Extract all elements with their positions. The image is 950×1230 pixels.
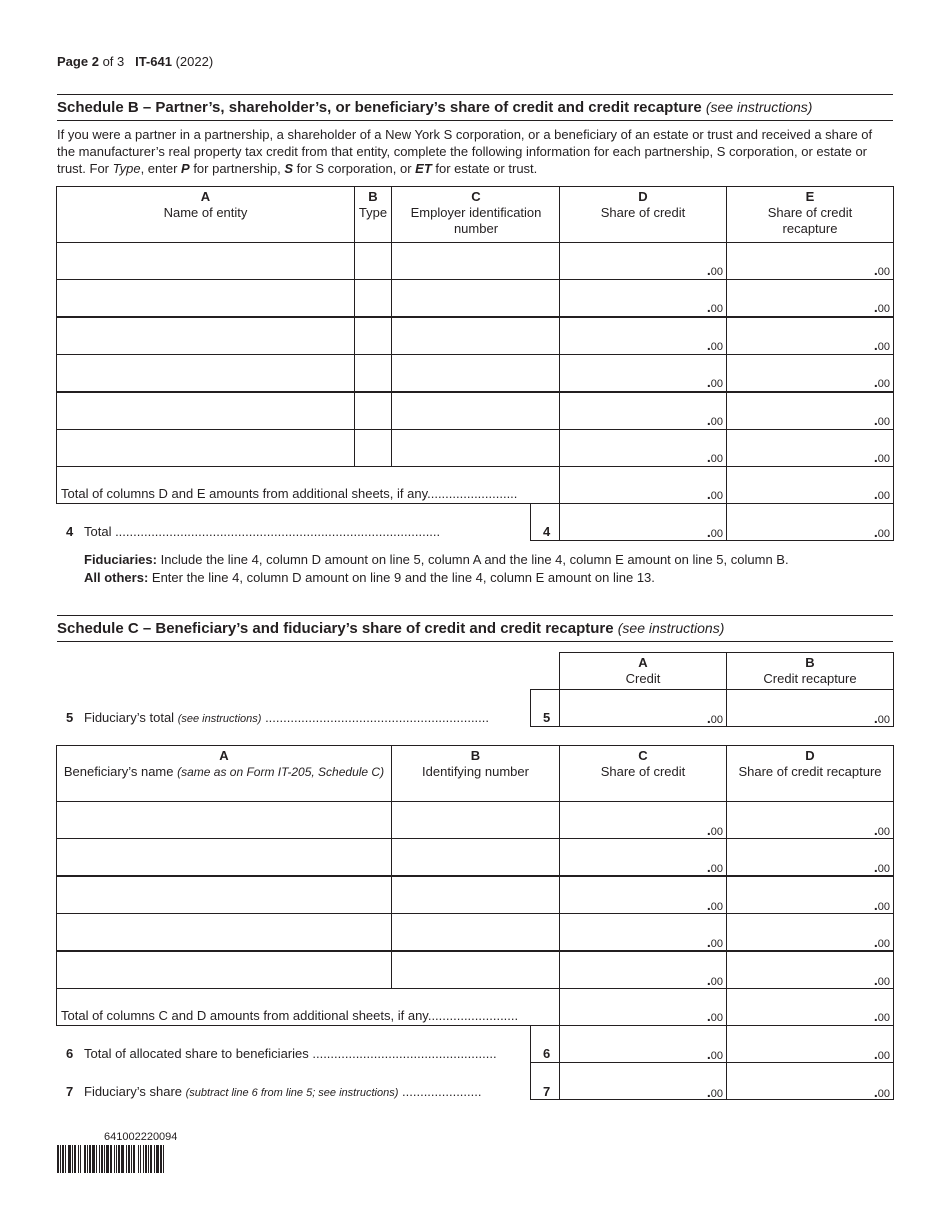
schedule-b-intro — [57, 126, 893, 177]
barcode-bar — [154, 1145, 155, 1173]
barcode-bar — [106, 1145, 109, 1173]
fiduciaries-note — [84, 551, 789, 569]
line-4-number: 4 — [66, 524, 74, 539]
barcode-bar — [57, 1145, 59, 1173]
page-label: Page — [57, 54, 89, 69]
barcode-bar — [150, 1145, 152, 1173]
all-others-note — [84, 569, 655, 587]
page-of: of 3 — [102, 54, 125, 69]
schedule-b-title-text: Schedule B – Partner’s, shareholder’s, or beneficiary’s share of credit and credit recapture — [57, 99, 702, 116]
col-letter: C — [638, 748, 648, 763]
cents-label: .00 — [706, 859, 723, 875]
barcode-bar — [78, 1145, 79, 1173]
cents-label: .00 — [706, 1084, 723, 1100]
schedB-type-input[interactable] — [354, 242, 392, 280]
cents-label: .00 — [873, 859, 890, 875]
barcode-image — [57, 1145, 239, 1173]
cents-label: .00 — [706, 337, 723, 353]
schedB-colC-heading — [396, 189, 556, 237]
cents-label: .00 — [873, 897, 890, 913]
schedC-beneficiary-name-input[interactable] — [56, 913, 392, 951]
cents-label: .00 — [873, 486, 890, 502]
cents-label: .00 — [706, 412, 723, 428]
barcode-bar — [68, 1145, 71, 1173]
intro-et: ET — [415, 161, 432, 176]
col-label: Employer identification number — [410, 205, 542, 236]
barcode-bar — [143, 1145, 144, 1173]
intro-p: P — [181, 161, 190, 176]
cents-label: .00 — [706, 822, 723, 838]
cents-label: .00 — [873, 262, 890, 278]
schedC-beneficiary-name-input[interactable] — [56, 838, 392, 876]
schedule-b-title — [57, 94, 893, 121]
intro-s: S — [284, 161, 294, 176]
barcode-bar — [84, 1145, 86, 1173]
schedB-type-input[interactable] — [354, 279, 392, 317]
schedB-additional-label: Total of columns D and E amounts from additional sheets, if any......................... — [61, 486, 518, 501]
barcode-bar — [138, 1145, 139, 1173]
schedC-colD-heading — [726, 748, 894, 780]
line-5-box-number: 5 — [543, 710, 551, 725]
schedule-c-title-text: Schedule C – Beneficiary’s and fiduciary’s share of credit and credit recapture — [57, 620, 614, 637]
schedB-colE-heading — [755, 189, 865, 237]
page-header — [57, 54, 213, 69]
schedB-ein-input[interactable] — [391, 429, 560, 467]
col-label: Type — [358, 205, 388, 220]
note-bold: All others: — [84, 570, 149, 585]
cents-label: .00 — [706, 299, 723, 315]
schedC-colC-heading — [559, 748, 727, 780]
barcode-bar — [140, 1145, 141, 1173]
schedC-colB-heading — [391, 748, 560, 780]
cents-label: .00 — [873, 374, 890, 390]
cents-label: .00 — [873, 449, 890, 465]
barcode-bar — [110, 1145, 112, 1173]
schedC-colA-heading — [56, 748, 392, 780]
intro-text-5: for estate or trust. — [431, 161, 538, 176]
schedB-type-input[interactable] — [354, 392, 392, 430]
schedB-entity-name-input[interactable] — [56, 279, 355, 317]
line-6-number: 6 — [66, 1046, 74, 1061]
col-letter: A — [200, 189, 211, 204]
schedB-ein-input[interactable] — [391, 242, 560, 280]
barcode-bar — [163, 1145, 164, 1173]
line-6-label: Total of allocated share to beneficiaries ................................................... — [84, 1046, 497, 1061]
schedB-type-input[interactable] — [354, 317, 392, 355]
schedB-ein-input[interactable] — [391, 317, 560, 355]
cents-label: .00 — [706, 449, 723, 465]
line-7-label: Fiduciary’s share (subtract line 6 from line 5; see instructions) ...................... — [84, 1084, 482, 1099]
barcode-bar — [65, 1145, 66, 1173]
schedC-identifying-number-input[interactable] — [391, 951, 560, 989]
schedC-topB-heading — [726, 655, 894, 687]
barcode-bar — [89, 1145, 91, 1173]
col-label: Credit recapture — [763, 671, 857, 686]
barcode-bar — [118, 1145, 120, 1173]
schedB-entity-name-input[interactable] — [56, 242, 355, 280]
col-note: (same as on Form IT-205, Schedule C) — [177, 765, 385, 779]
col-letter: E — [805, 189, 815, 204]
cents-label: .00 — [873, 934, 890, 950]
cents-label: .00 — [706, 1008, 723, 1024]
schedB-entity-name-input[interactable] — [56, 354, 355, 392]
barcode-bar — [99, 1145, 100, 1173]
barcode-bar — [121, 1145, 124, 1173]
barcode-bar — [101, 1145, 103, 1173]
barcode-bar — [148, 1145, 149, 1173]
cents-label: .00 — [873, 337, 890, 353]
line-5-label: Fiduciary’s total (see instructions) .............................................................. — [84, 710, 489, 725]
note-text: Enter the line 4, column D amount on line 9 and the line 4, column E amount on line 13. — [148, 570, 655, 585]
barcode-bar — [62, 1145, 64, 1173]
col-label: Share of credit recapture — [738, 764, 882, 779]
barcode-bar — [87, 1145, 88, 1173]
schedC-identifying-number-input[interactable] — [391, 801, 560, 839]
cents-label: .00 — [706, 710, 723, 726]
schedC-identifying-number-input[interactable] — [391, 838, 560, 876]
barcode-bar — [160, 1145, 162, 1173]
col-label: Credit — [625, 671, 661, 686]
barcode-bar — [128, 1145, 130, 1173]
line-4-label: Total .......................................................................................... — [84, 524, 441, 539]
cents-label: .00 — [873, 710, 890, 726]
cents-label: .00 — [706, 374, 723, 390]
col-letter: B — [470, 748, 481, 763]
cents-label: .00 — [873, 412, 890, 428]
schedB-type-input[interactable] — [354, 429, 392, 467]
schedC-beneficiary-name-input[interactable] — [56, 951, 392, 989]
barcode-bar — [104, 1145, 105, 1173]
cents-label: .00 — [706, 1046, 723, 1062]
col-letter: B — [805, 655, 815, 670]
col-letter: B — [368, 189, 378, 204]
cents-label: .00 — [873, 1084, 890, 1100]
col-label: Share of credit — [600, 205, 686, 220]
schedB-entity-name-input[interactable] — [56, 392, 355, 430]
col-label: Beneficiary’s name — [63, 764, 174, 779]
cents-label: .00 — [873, 524, 890, 540]
intro-type: Type — [112, 161, 141, 176]
schedB-ein-input[interactable] — [391, 392, 560, 430]
col-letter: A — [219, 748, 229, 763]
schedC-topA-heading — [559, 655, 727, 687]
schedC-additional-label: Total of columns C and D amounts from additional sheets, if any......................... — [61, 1008, 519, 1023]
cents-label: .00 — [706, 897, 723, 913]
col-letter: C — [471, 189, 481, 204]
intro-text-2: , enter — [140, 161, 182, 176]
schedB-ein-input[interactable] — [391, 354, 560, 392]
intro-text-4: for S corporation, or — [293, 161, 416, 176]
schedB-colA-heading — [56, 189, 355, 221]
cents-label: .00 — [873, 1046, 890, 1062]
col-letter: A — [638, 655, 648, 670]
barcode-bar — [126, 1145, 127, 1173]
barcode-bar — [145, 1145, 147, 1173]
schedB-entity-name-input[interactable] — [56, 317, 355, 355]
barcode-bar — [92, 1145, 95, 1173]
cents-label: .00 — [706, 934, 723, 950]
cents-label: .00 — [706, 486, 723, 502]
barcode-number: 641002220094 — [104, 1131, 178, 1143]
line-5-number: 5 — [66, 710, 74, 725]
barcode-bar — [131, 1145, 132, 1173]
line-4-box-number: 4 — [543, 524, 551, 539]
form-number: IT-641 — [135, 54, 172, 69]
cents-label: .00 — [873, 299, 890, 315]
schedB-type-input[interactable] — [354, 354, 392, 392]
col-letter: D — [638, 189, 648, 204]
barcode-bar — [60, 1145, 61, 1173]
schedB-colB-heading — [354, 189, 392, 221]
cents-label: .00 — [706, 262, 723, 278]
barcode-bar — [72, 1145, 73, 1173]
cents-label: .00 — [873, 1008, 890, 1024]
schedC-beneficiary-name-input[interactable] — [56, 876, 392, 914]
barcode-bar — [80, 1145, 81, 1173]
barcode-bar — [133, 1145, 135, 1173]
cents-label: .00 — [706, 972, 723, 988]
page-number: 2 — [91, 54, 99, 69]
schedC-identifying-number-input[interactable] — [391, 913, 560, 951]
barcode-bar — [74, 1145, 76, 1173]
col-label: Share of credit recapture — [767, 205, 853, 236]
barcode-bar — [96, 1145, 97, 1173]
col-label: Name of entity — [163, 205, 248, 220]
barcode-bar — [156, 1145, 159, 1173]
line-7-number: 7 — [66, 1084, 74, 1099]
schedB-ein-input[interactable] — [391, 279, 560, 317]
col-letter: D — [805, 748, 815, 763]
schedB-entity-name-input[interactable] — [56, 429, 355, 467]
form-year: (2022) — [175, 54, 214, 69]
col-label: Share of credit — [600, 764, 686, 779]
schedC-identifying-number-input[interactable] — [391, 876, 560, 914]
cents-label: .00 — [873, 972, 890, 988]
schedB-colD-heading — [559, 189, 727, 221]
schedule-b-title-note: (see instructions) — [705, 99, 813, 115]
schedC-beneficiary-name-input[interactable] — [56, 801, 392, 839]
intro-text-3: for partnership, — [189, 161, 285, 176]
barcode-bar — [116, 1145, 117, 1173]
schedule-c-title — [57, 615, 893, 642]
cents-label: .00 — [873, 822, 890, 838]
intro-text-1: If you were a partner in a partnership, a shareholder of a New York S corporation, or a beneficiary of an estate or trust and received a share of the manufacturer’s real property tax credit from that entity, complete the following information for each partnership, S corporation, or estate or trust. For — [57, 127, 873, 176]
schedule-c-title-note: (see instructions) — [617, 620, 725, 636]
line-6-box-number: 6 — [543, 1046, 551, 1061]
line-7-box-number: 7 — [543, 1084, 551, 1099]
note-bold: Fiduciaries: — [84, 552, 157, 567]
col-label: Identifying number — [422, 764, 529, 779]
barcode-bar — [114, 1145, 115, 1173]
note-text: Include the line 4, column D amount on line 5, column A and the line 4, column E amount on line 5, column B. — [156, 552, 789, 567]
cents-label: .00 — [706, 524, 723, 540]
